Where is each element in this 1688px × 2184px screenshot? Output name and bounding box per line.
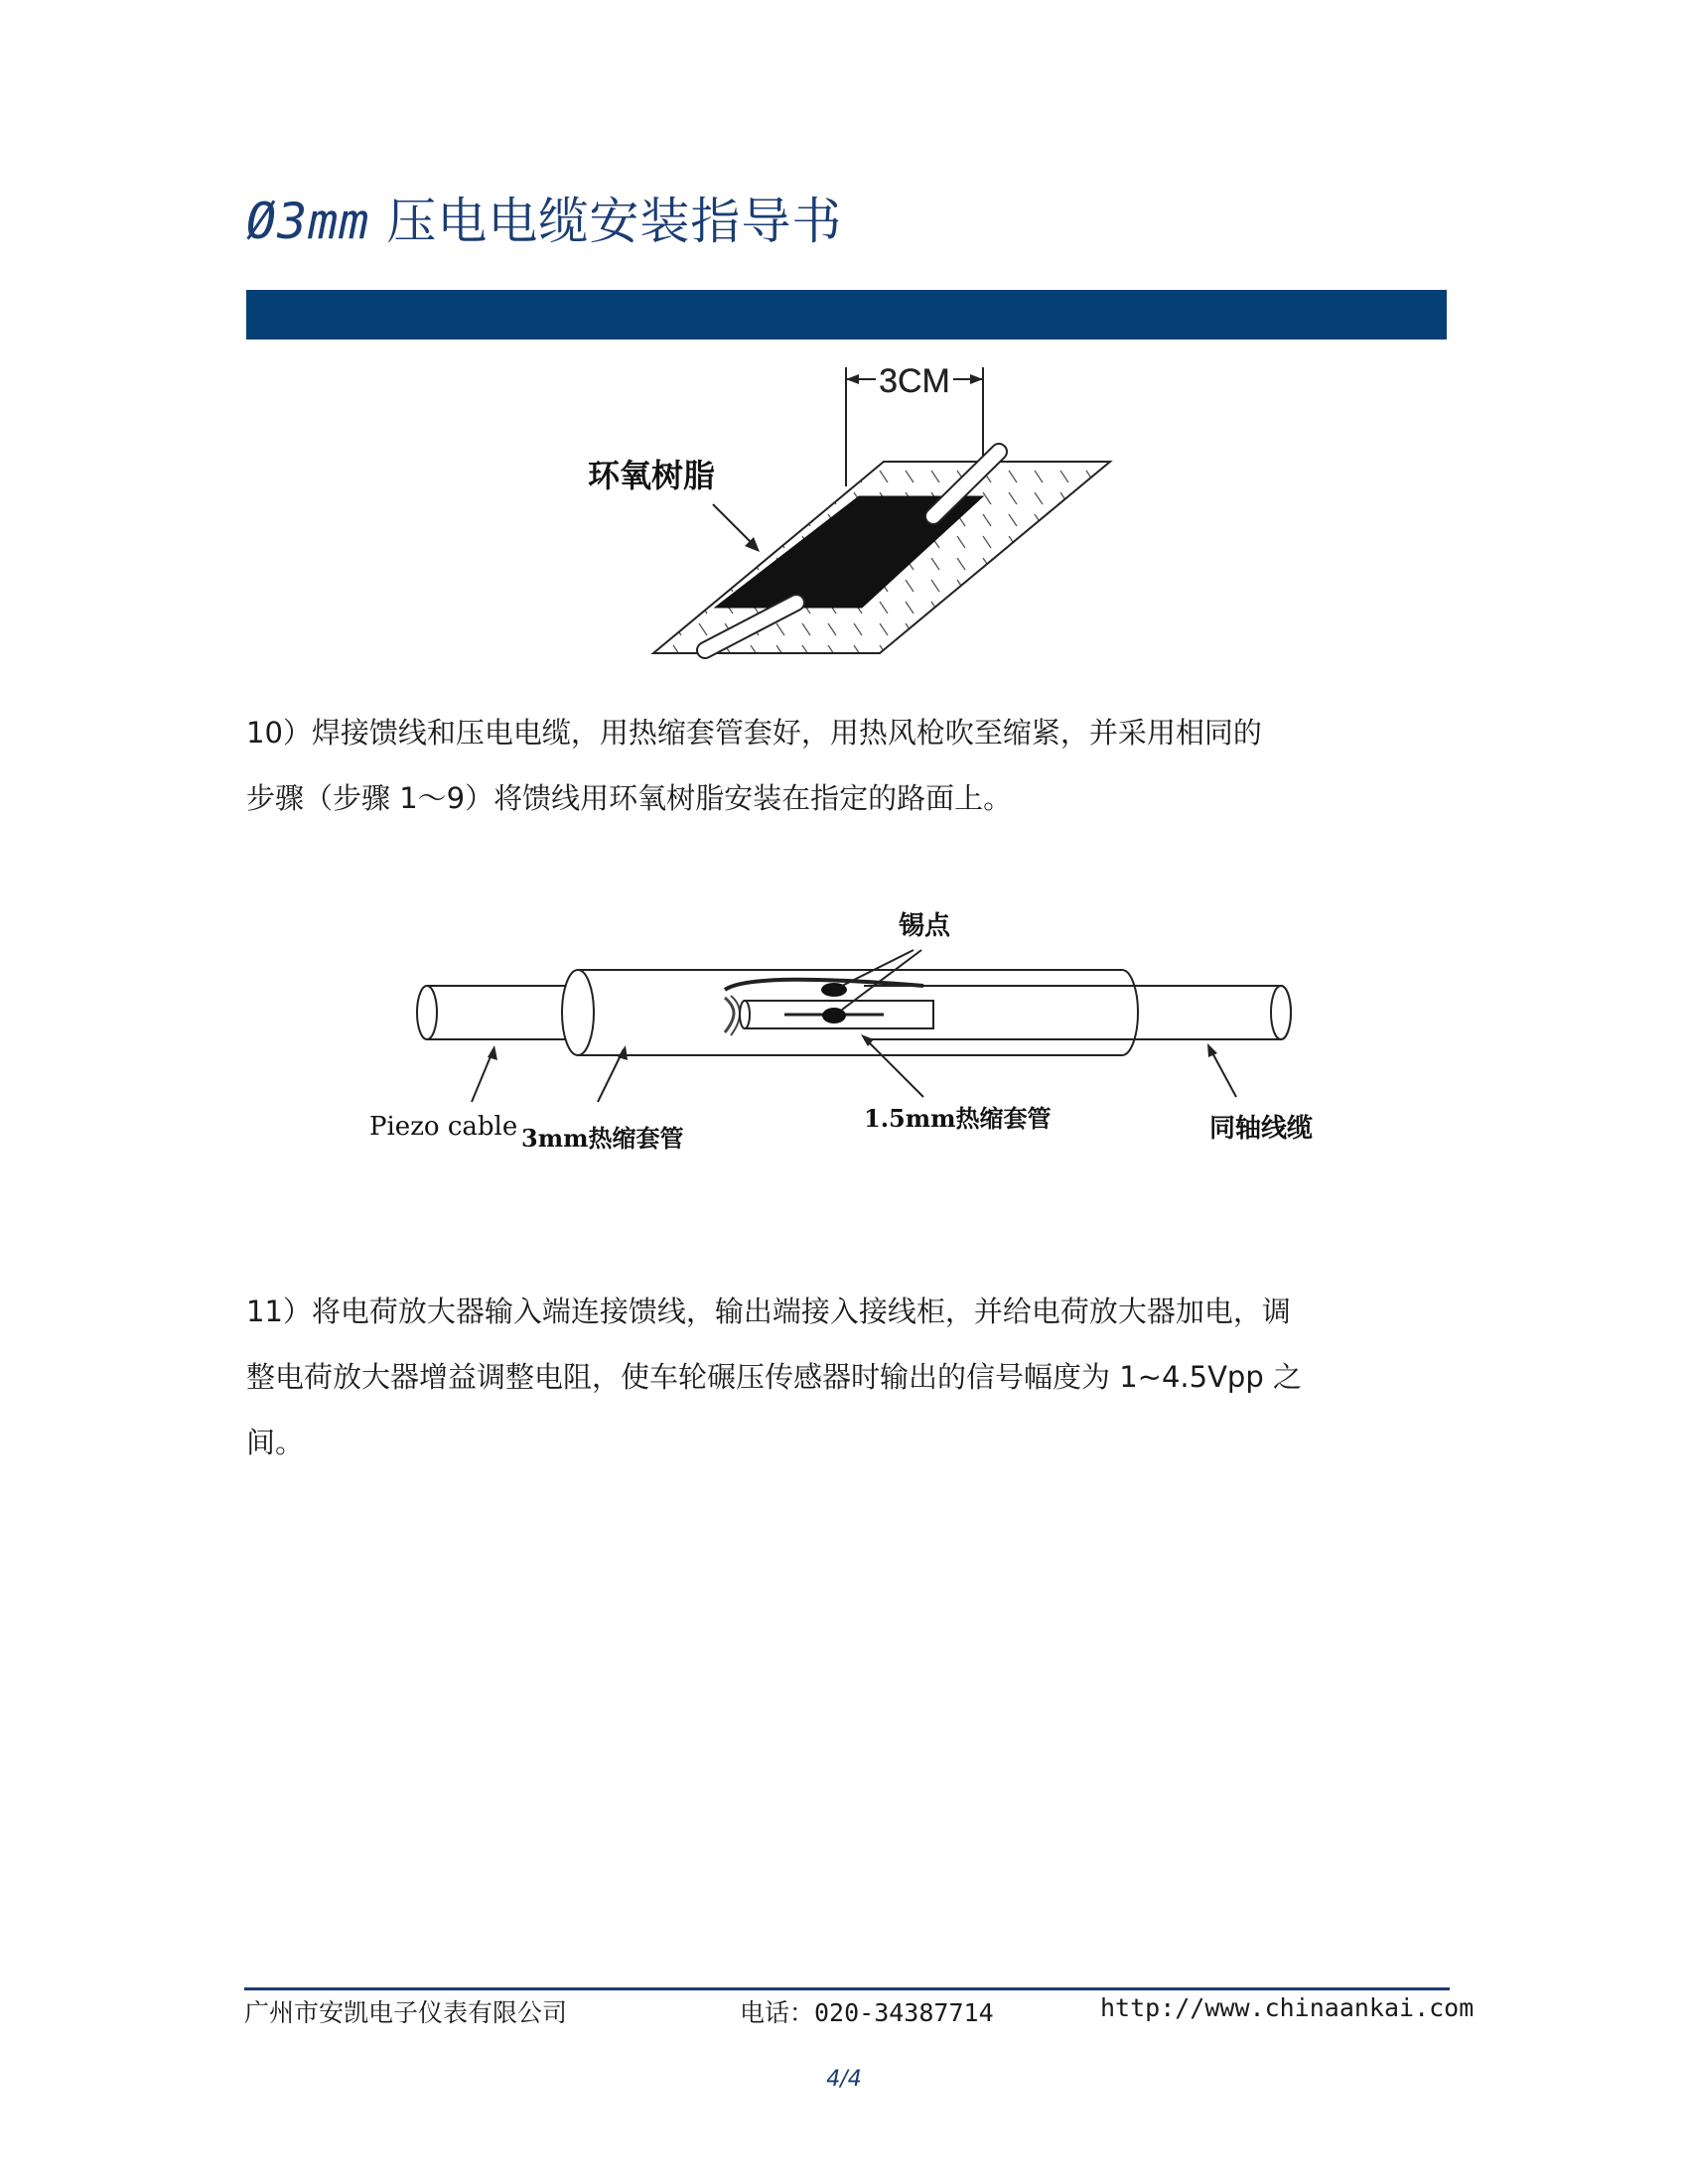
step10-paragraph xyxy=(246,700,1450,831)
step10-line2: 步骤（步骤 1～9）将馈线用环氧树脂安装在指定的路面上。 xyxy=(246,781,1013,815)
step11-line1: 11）将电荷放大器输入端连接馈线，输出端接入接线柜，并给电荷放大器加电，调 xyxy=(246,1295,1291,1328)
footer-website[interactable]: http://www.chinaankai.com xyxy=(1100,1993,1475,2022)
sleeve-15mm-label: 1.5mm热缩套管 xyxy=(864,1104,1052,1133)
epoxy-diagram xyxy=(566,357,1132,665)
piezo-cable-label: Piezo cable xyxy=(369,1112,518,1142)
step11-paragraph xyxy=(246,1279,1450,1475)
solder-label: 锡点 xyxy=(899,911,951,941)
epoxy-label: 环氧树脂 xyxy=(588,457,716,494)
step11-line3: 间。 xyxy=(246,1426,305,1459)
step11-line2: 整电荷放大器增益调整电阻，使车轮碾压传感器时输出的信号幅度为 1~4.5Vpp 之 xyxy=(246,1360,1302,1394)
footer-rule xyxy=(244,1987,1450,1990)
step10-line1: 10）焊接馈线和压电电缆，用热缩套管套好，用热风枪吹至缩紧，并采用相同的 xyxy=(246,716,1262,750)
dimension-label: 3CM xyxy=(879,362,950,400)
title-prefix: Ø3mm xyxy=(246,193,370,250)
page-number: 4/4 xyxy=(826,2067,862,2092)
footer-phone: 电话：020-34387714 xyxy=(740,1998,994,2027)
coax-cable-label: 同轴线缆 xyxy=(1209,1114,1314,1144)
sleeve-3mm-label: 3mm热缩套管 xyxy=(521,1124,684,1153)
splice-diagram xyxy=(367,898,1321,1176)
page-title xyxy=(246,182,842,253)
header-band xyxy=(246,290,1447,340)
footer-company: 广州市安凯电子仪表有限公司 xyxy=(244,1998,568,2027)
title-main: 压电电缆安装指导书 xyxy=(386,193,843,250)
